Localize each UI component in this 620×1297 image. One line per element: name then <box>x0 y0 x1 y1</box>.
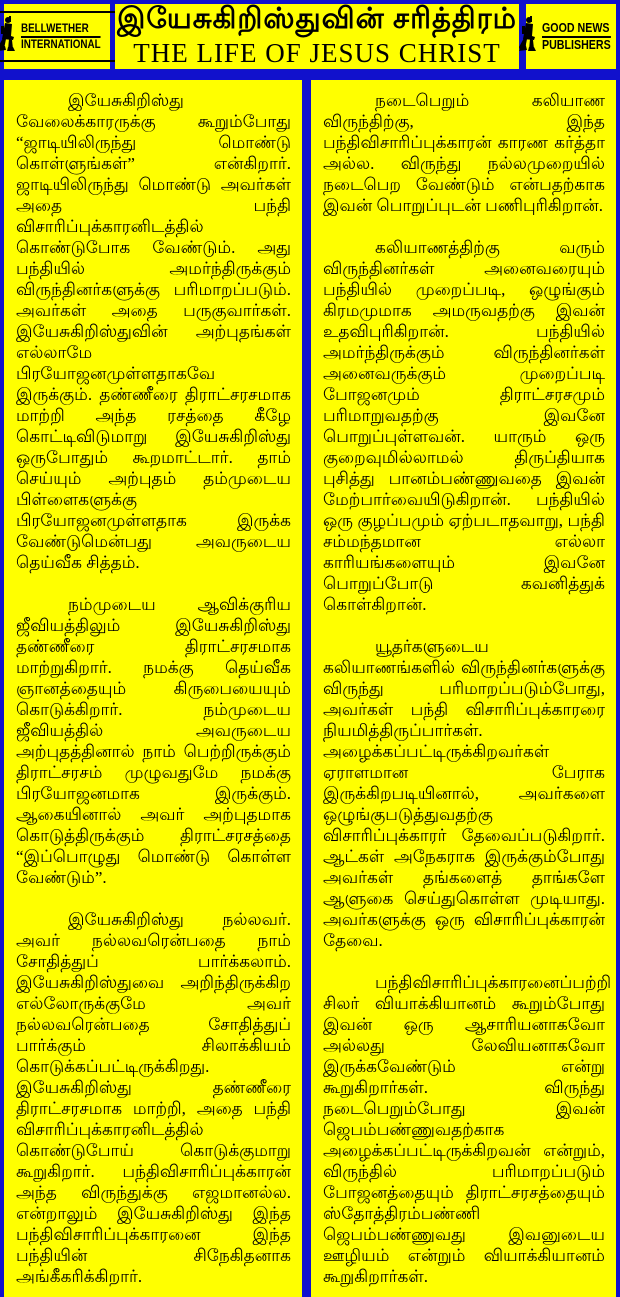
goodnews-logo-line2: PUBLISHERS <box>541 36 611 52</box>
right-column <box>311 80 616 1297</box>
goodnews-logo-text <box>542 21 611 51</box>
goodnews-logo-line1: GOOD NEWS <box>542 21 611 38</box>
paragraph: பந்திவிசாரிப்புக்காரனைப்பற்றி சிலர் வியாக்கியானம் கூறும்போது இவன் ஒரு ஆசாரியனாகவோ அல்லது லேவியனாகவோ இருக்கவேண்டும் என்று கூறுகிறார்கள். விருந்து நடைபெறும்போது இவன் ஜெபம்பண்ணுவதற்காக அழைக்கப்பட்டிருக்கிறவன் என்றும், விருந்தில் பரிமாறப்படும் போஜனத்தையும் திராட்சரசத்தையும் ஸ்தோத்திரம்பண்ணி ஜெபம்பண்ணுவது இவனுடைய ஊழியம் என்றும் வியாக்கியானம் கூறுகிறார்கள். <box>323 972 612 1286</box>
paragraph: இயேசுகிறிஸ்து நல்லவர். அவர் நல்லவரென்பதை நாம் சோதித்துப் பார்க்கலாம். இயேசுகிறிஸ்துவை அறிந்திருக்கிற எல்லோருக்குமே அவர் நல்லவரென்பதை சோதித்துப் பார்க்கும் சிலாக்கியம் கொடுக்கப்பட்டிருக்கிறது. இயேசுகிறிஸ்து தண்ணீரை திராட்சரசமாக மாற்றி, அதை பந்தி விசாரிப்புக்காரனிடத்தில் கொண்டுபோய் கொடுக்குமாறு கூறுகிறார். பந்திவிசாரிப்புக்காரன் அந்த விருந்துக்கு எஜமானல்ல. என்றாலும் இயேசுகிறிஸ்து இந்த பந்திவிசாரிப்புக்காரனை இந்த பந்தியின் சிநேகிதனாக அங்கீகரிக்கிறார். <box>16 909 291 1286</box>
title-box <box>115 4 519 69</box>
page-title-tamil: இயேசுகிறிஸ்துவின் சரித்திரம் <box>117 3 517 35</box>
goodnews-figure-icon <box>517 16 539 57</box>
paragraph: யூதர்களுடைய கலியாணங்களில் விருந்தினர்களுக்கு விருந்து பரிமாறப்படும்போது, அவர்கள் பந்தி விசாரிப்புக்காரரை நியமித்திருப்பார்கள். அழைக்கப்பட்டிருக்கிறவர்கள் ஏராளமான பேராக இருக்கிறபடியினால், அவர்களை ஒழுங்குபடுத்துவதற்கு விசாரிப்புக்காரர் தேவைப்படுகிறார். ஆட்கள் அநேகராக இருக்கும்போது அவர்கள் தங்களைத் தாங்களே ஆளுகை செய்துகொள்ள முடியாது. அவர்களுக்கு ஒரு விசாரிப்புக்காரன் தேவை. <box>323 636 605 950</box>
goodnews-logo <box>513 13 620 60</box>
left-column <box>4 80 302 1297</box>
column-divider <box>302 80 311 1297</box>
text-body <box>4 80 616 1297</box>
goodnews-logo-box <box>526 4 616 69</box>
bellwether-logo-box <box>4 4 110 69</box>
bellwether-logo-text <box>21 22 101 50</box>
paragraph: இயேசுகிறிஸ்து வேலைக்காரருக்கு கூறும்போது “ஜாடியிலிருந்து மொண்டு கொள்ளுங்கள்” என்கிறார். ஜாடியிலிருந்து மொண்டு அவர்கள் அதை பந்தி விசாரிப்புக்காரனிடத்தில் கொண்டுபோக வேண்டும். அது பந்தியில் அமர்ந்திருக்கும் விருந்தினர்களுக்கு பரிமாறப்படும். அவர்கள் அதை பருகுவார்கள். இயேசுகிறிஸ்துவின் அற்புதங்கள் எல்லாமே பிரயோஜனமுள்ளதாகவே இருக்கும். தண்ணீரை திராட்சரசமாக மாற்றி அந்த ரசத்தை கீழே கொட்டிவிடுமாறு இயேசுகிறிஸ்து ஒருபோதும் கூறமாட்டார். தாம் செய்யும் அற்புதம் தம்முடைய பிள்ளைகளுக்கு பிரயோஜனமுள்ளதாக இருக்க வேண்டுமென்பது அவருடைய தெய்வீக சித்தம். <box>16 90 291 572</box>
bellwether-logo-line2: INTERNATIONAL <box>20 36 101 51</box>
bellwether-logo-line1: BELLWETHER <box>21 22 101 38</box>
page-title-english: THE LIFE OF JESUS CHRIST <box>133 37 501 68</box>
paragraph: நம்முடைய ஆவிக்குரிய ஜீவியத்திலும் இயேசுகிறிஸ்து தண்ணீரை திராட்சரசமாக மாற்றுகிறார். நமக்கு தெய்வீக ஞானத்தையும் கிருபையையும் கொடுக்கிறார். நம்முடைய ஜீவியத்தில் அவருடைய அற்புதத்தினால் நாம் பெற்றிருக்கும் திராட்சரசம் முழுவதுமே நமக்கு பிரயோஜனமாக இருக்கும். ஆகையினால் அவர் அற்புதமாக கொடுத்திருக்கும் திராட்சரசத்தை “இப்பொழுது மொண்டு கொள்ள வேண்டும்”. <box>16 594 291 887</box>
bellwether-logo <box>0 11 124 62</box>
paragraph: நடைபெறும் கலியாண விருந்திற்கு, இந்த பந்திவிசாரிப்புக்காரன் காரண கர்த்தா அல்ல. விருந்து நல்லமுறையில் நடைபெற வேண்டும் என்பதற்காக இவன் பொறுப்புடன் பணிபுரிகிறான். <box>323 90 605 215</box>
bellwether-figure-icon <box>0 16 18 57</box>
paragraph: கலியாணத்திற்கு வரும் விருந்தினர்கள் அனைவரையும் பந்தியில் முறைப்படி, ஒழுங்கும் கிரமமுமாக அமருவதற்கு இவன் உதவிபுரிகிறான். பந்தியில் அமர்ந்திருக்கும் விருந்தினர்கள் அனைவருக்கும் முறைப்படி போஜனமும் திராட்சரசமும் பரிமாறுவதற்கு இவனே பொறுப்புள்ளவன். யாரும் ஒரு குறைவுமில்லாமல் திருப்தியாக புசித்து பானம்பண்ணுவதை இவன் மேற்பார்வையிடுகிறான். பந்தியில் ஒரு குழப்பமும் ஏற்படாதவாறு, பந்தி சம்மந்தமான எல்லா காரியங்களையும் இவனே பொறுப்போடு கவனித்துக் கொள்கிறான். <box>323 237 605 614</box>
page-header <box>4 4 616 69</box>
